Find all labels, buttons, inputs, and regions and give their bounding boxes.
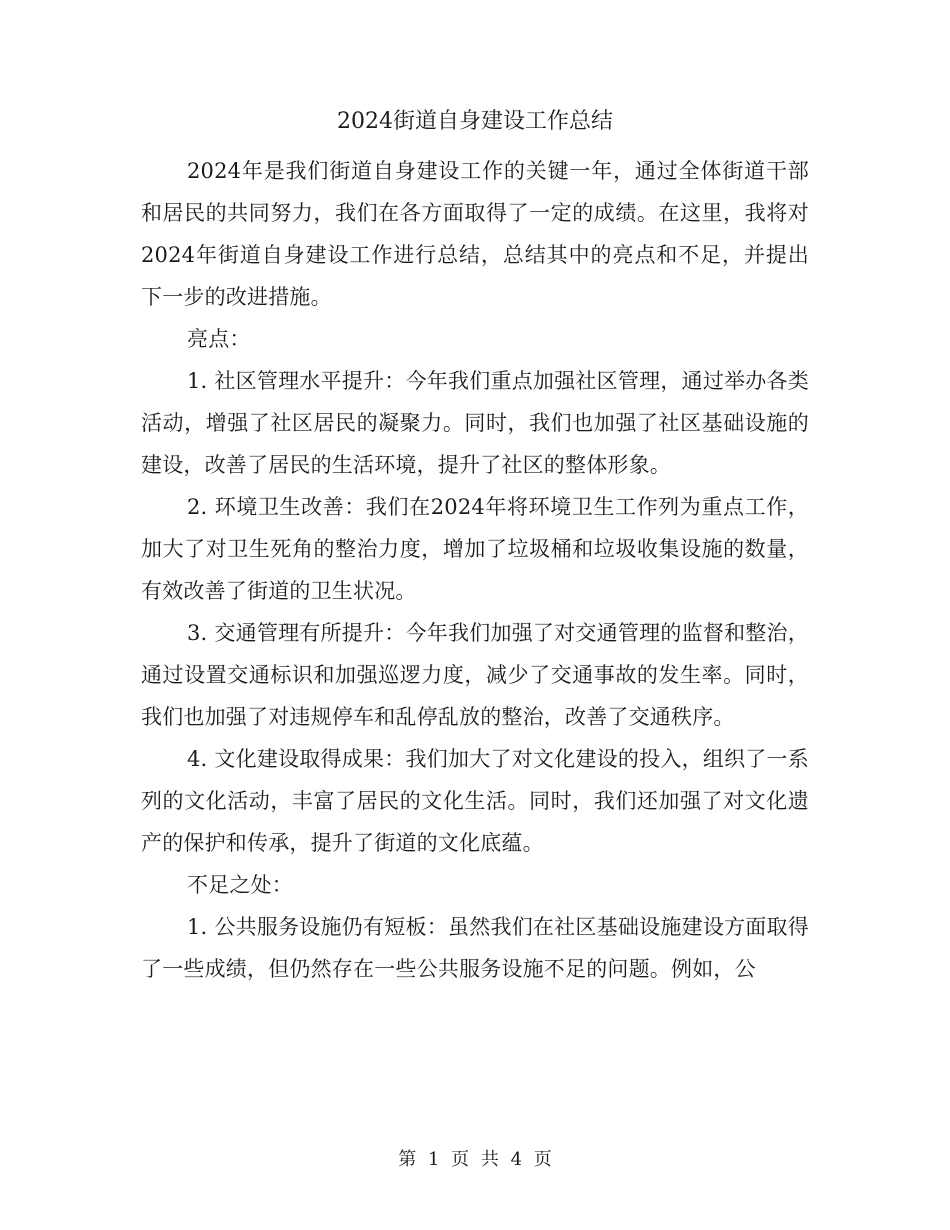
heading-shortcomings: 不足之处： xyxy=(187,873,293,897)
paragraph-highlight-3: 3. 交通管理有所提升：今年我们加强了对交通管理的监督和整治，通过设置交通标识和加强巡逻力度，减少了交通事故的发生率。同时，我们也加强了对违规停车和乱停乱放的整治，改善了交通秩序。 xyxy=(141,621,809,729)
page-footer: 第 1 页 共 4 页 xyxy=(398,1149,552,1170)
paragraph-highlight-2: 2. 环境卫生改善：我们在2024年将环境卫生工作列为重点工作，加大了对卫生死角的整治力度，增加了垃圾桶和垃圾收集设施的数量，有效改善了街道的卫生状况。 xyxy=(141,495,809,603)
heading-highlights: 亮点： xyxy=(187,327,251,351)
paragraph-shortcoming-1: 1. 公共服务设施仍有短板：虽然我们在社区基础设施建设方面取得了一些成绩，但仍然存在一些公共服务设施不足的问题。例如，公 xyxy=(141,915,809,981)
paragraph-intro: 2024年是我们街道自身建设工作的关键一年，通过全体街道干部和居民的共同努力，我们在各方面取得了一定的成绩。在这里，我将对2024年街道自身建设工作进行总结，总结其中的亮点和不足，并提出下一步的改进措施。 xyxy=(141,159,809,309)
document-body xyxy=(141,150,809,990)
paragraph-highlight-4: 4. 文化建设取得成果：我们加大了对文化建设的投入，组织了一系列的文化活动，丰富了居民的文化生活。同时，我们还加强了对文化遗产的保护和传承，提升了街道的文化底蕴。 xyxy=(141,747,809,855)
document-title: 2024街道自身建设工作总结 xyxy=(337,109,613,134)
paragraph-highlight-1: 1. 社区管理水平提升：今年我们重点加强社区管理，通过举办各类活动，增强了社区居民的凝聚力。同时，我们也加强了社区基础设施的建设，改善了居民的生活环境，提升了社区的整体形象。 xyxy=(141,369,809,477)
